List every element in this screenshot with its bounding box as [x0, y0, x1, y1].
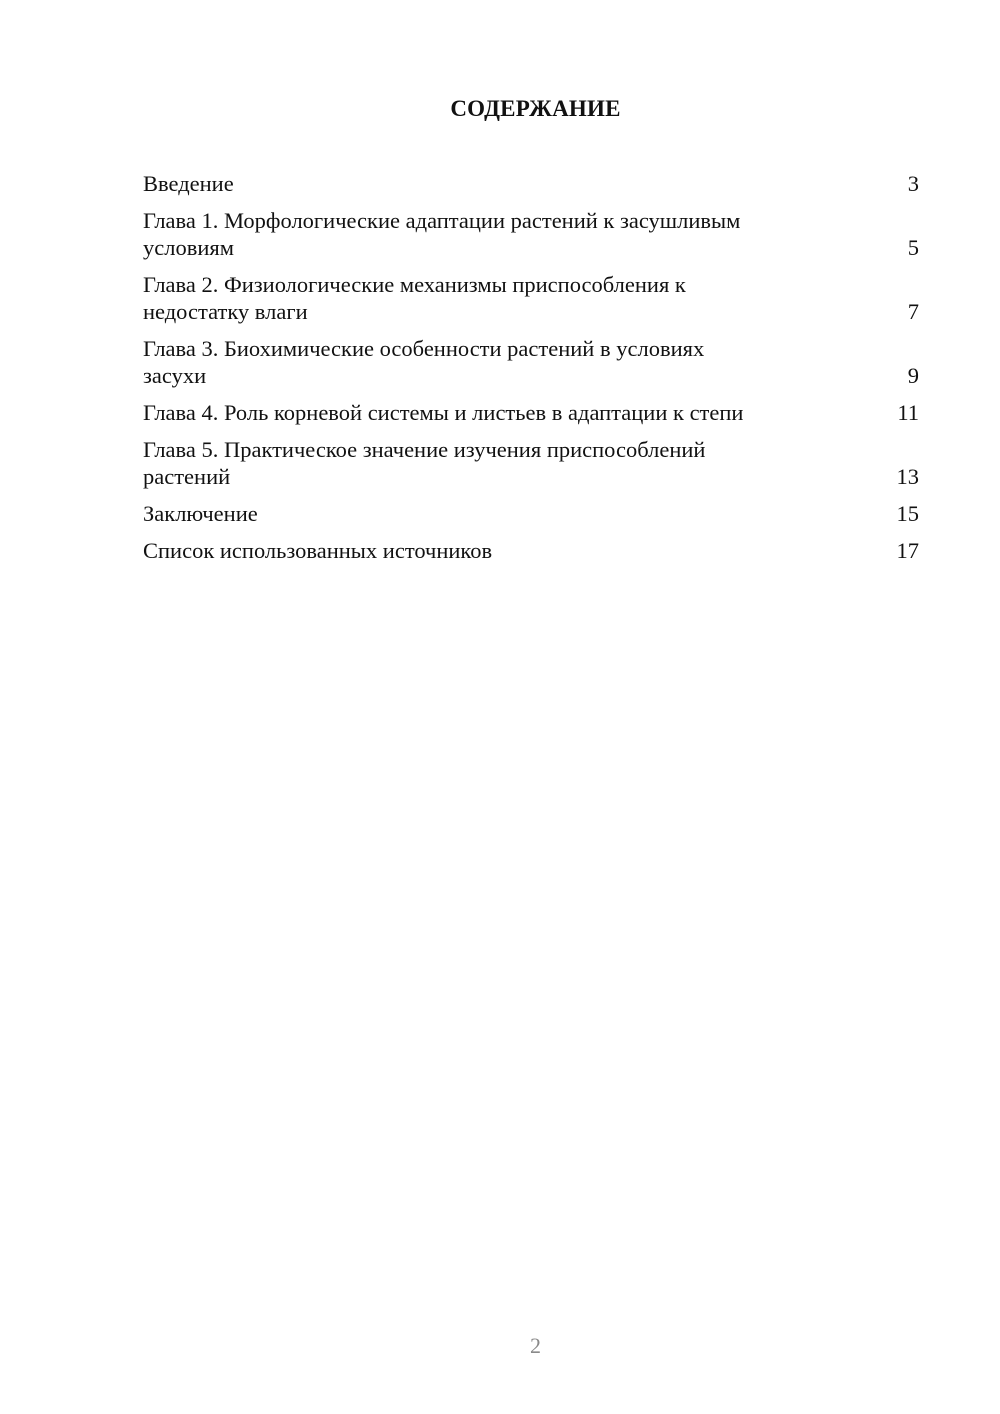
- toc-entry-label-line: растений: [143, 464, 231, 489]
- toc-entry-chapter-4: [143, 399, 919, 426]
- toc-entry-chapter-3: [143, 335, 919, 389]
- toc-entry-page-number: 3: [907, 171, 919, 196]
- toc-entry-label: [143, 271, 823, 325]
- toc-entry-label: [143, 500, 823, 527]
- page-number: 2: [530, 1333, 541, 1358]
- toc-entry-conclusion: [143, 500, 919, 527]
- toc-entry-label-line: Глава 3. Биохимические особенности растений в условиях: [143, 336, 705, 361]
- toc-entry-label-line: Введение: [143, 171, 234, 196]
- toc-entry-label: [143, 170, 823, 197]
- toc-entry-page-number: 15: [896, 501, 919, 526]
- toc-entry-page-number: 5: [907, 235, 919, 260]
- toc-entry-label-line: Список использованных источников: [143, 538, 493, 563]
- toc-entry-label: [143, 399, 823, 426]
- toc-entry-label: [143, 436, 823, 490]
- toc-entry-label: [143, 207, 823, 261]
- toc-entry-label-line: Глава 1. Морфологические адаптации растений к засушливым: [143, 208, 741, 233]
- toc-entry-introduction: [143, 170, 919, 197]
- toc-entry-label-line: Глава 4. Роль корневой системы и листьев в адаптации к степи: [143, 400, 744, 425]
- toc-entry-label-line: Заключение: [143, 501, 258, 526]
- toc-entry-page-number: 11: [897, 400, 919, 425]
- toc-entry-label-line: Глава 5. Практическое значение изучения приспособлений: [143, 437, 706, 462]
- page-title: СОДЕРЖАНИЕ: [450, 96, 621, 121]
- toc-entry-page-number: 9: [907, 363, 919, 388]
- toc-entry-references: [143, 537, 919, 564]
- toc-entry-label-line: Глава 2. Физиологические механизмы приспособления к: [143, 272, 686, 297]
- toc-entry-label-line: условиям: [143, 235, 234, 260]
- toc-entry-label: [143, 335, 823, 389]
- toc-entry-page-number: 17: [896, 538, 919, 563]
- toc-entry-label-line: недостатку влаги: [143, 299, 308, 324]
- toc-entry-label: [143, 537, 823, 564]
- toc-entry-label-line: засухи: [143, 363, 207, 388]
- toc-entry-chapter-2: [143, 271, 919, 325]
- table-of-contents: [143, 170, 919, 574]
- toc-entry-chapter-5: [143, 436, 919, 490]
- toc-entry-page-number: 7: [907, 299, 919, 324]
- toc-entry-page-number: 13: [896, 464, 919, 489]
- toc-entry-chapter-1: [143, 207, 919, 261]
